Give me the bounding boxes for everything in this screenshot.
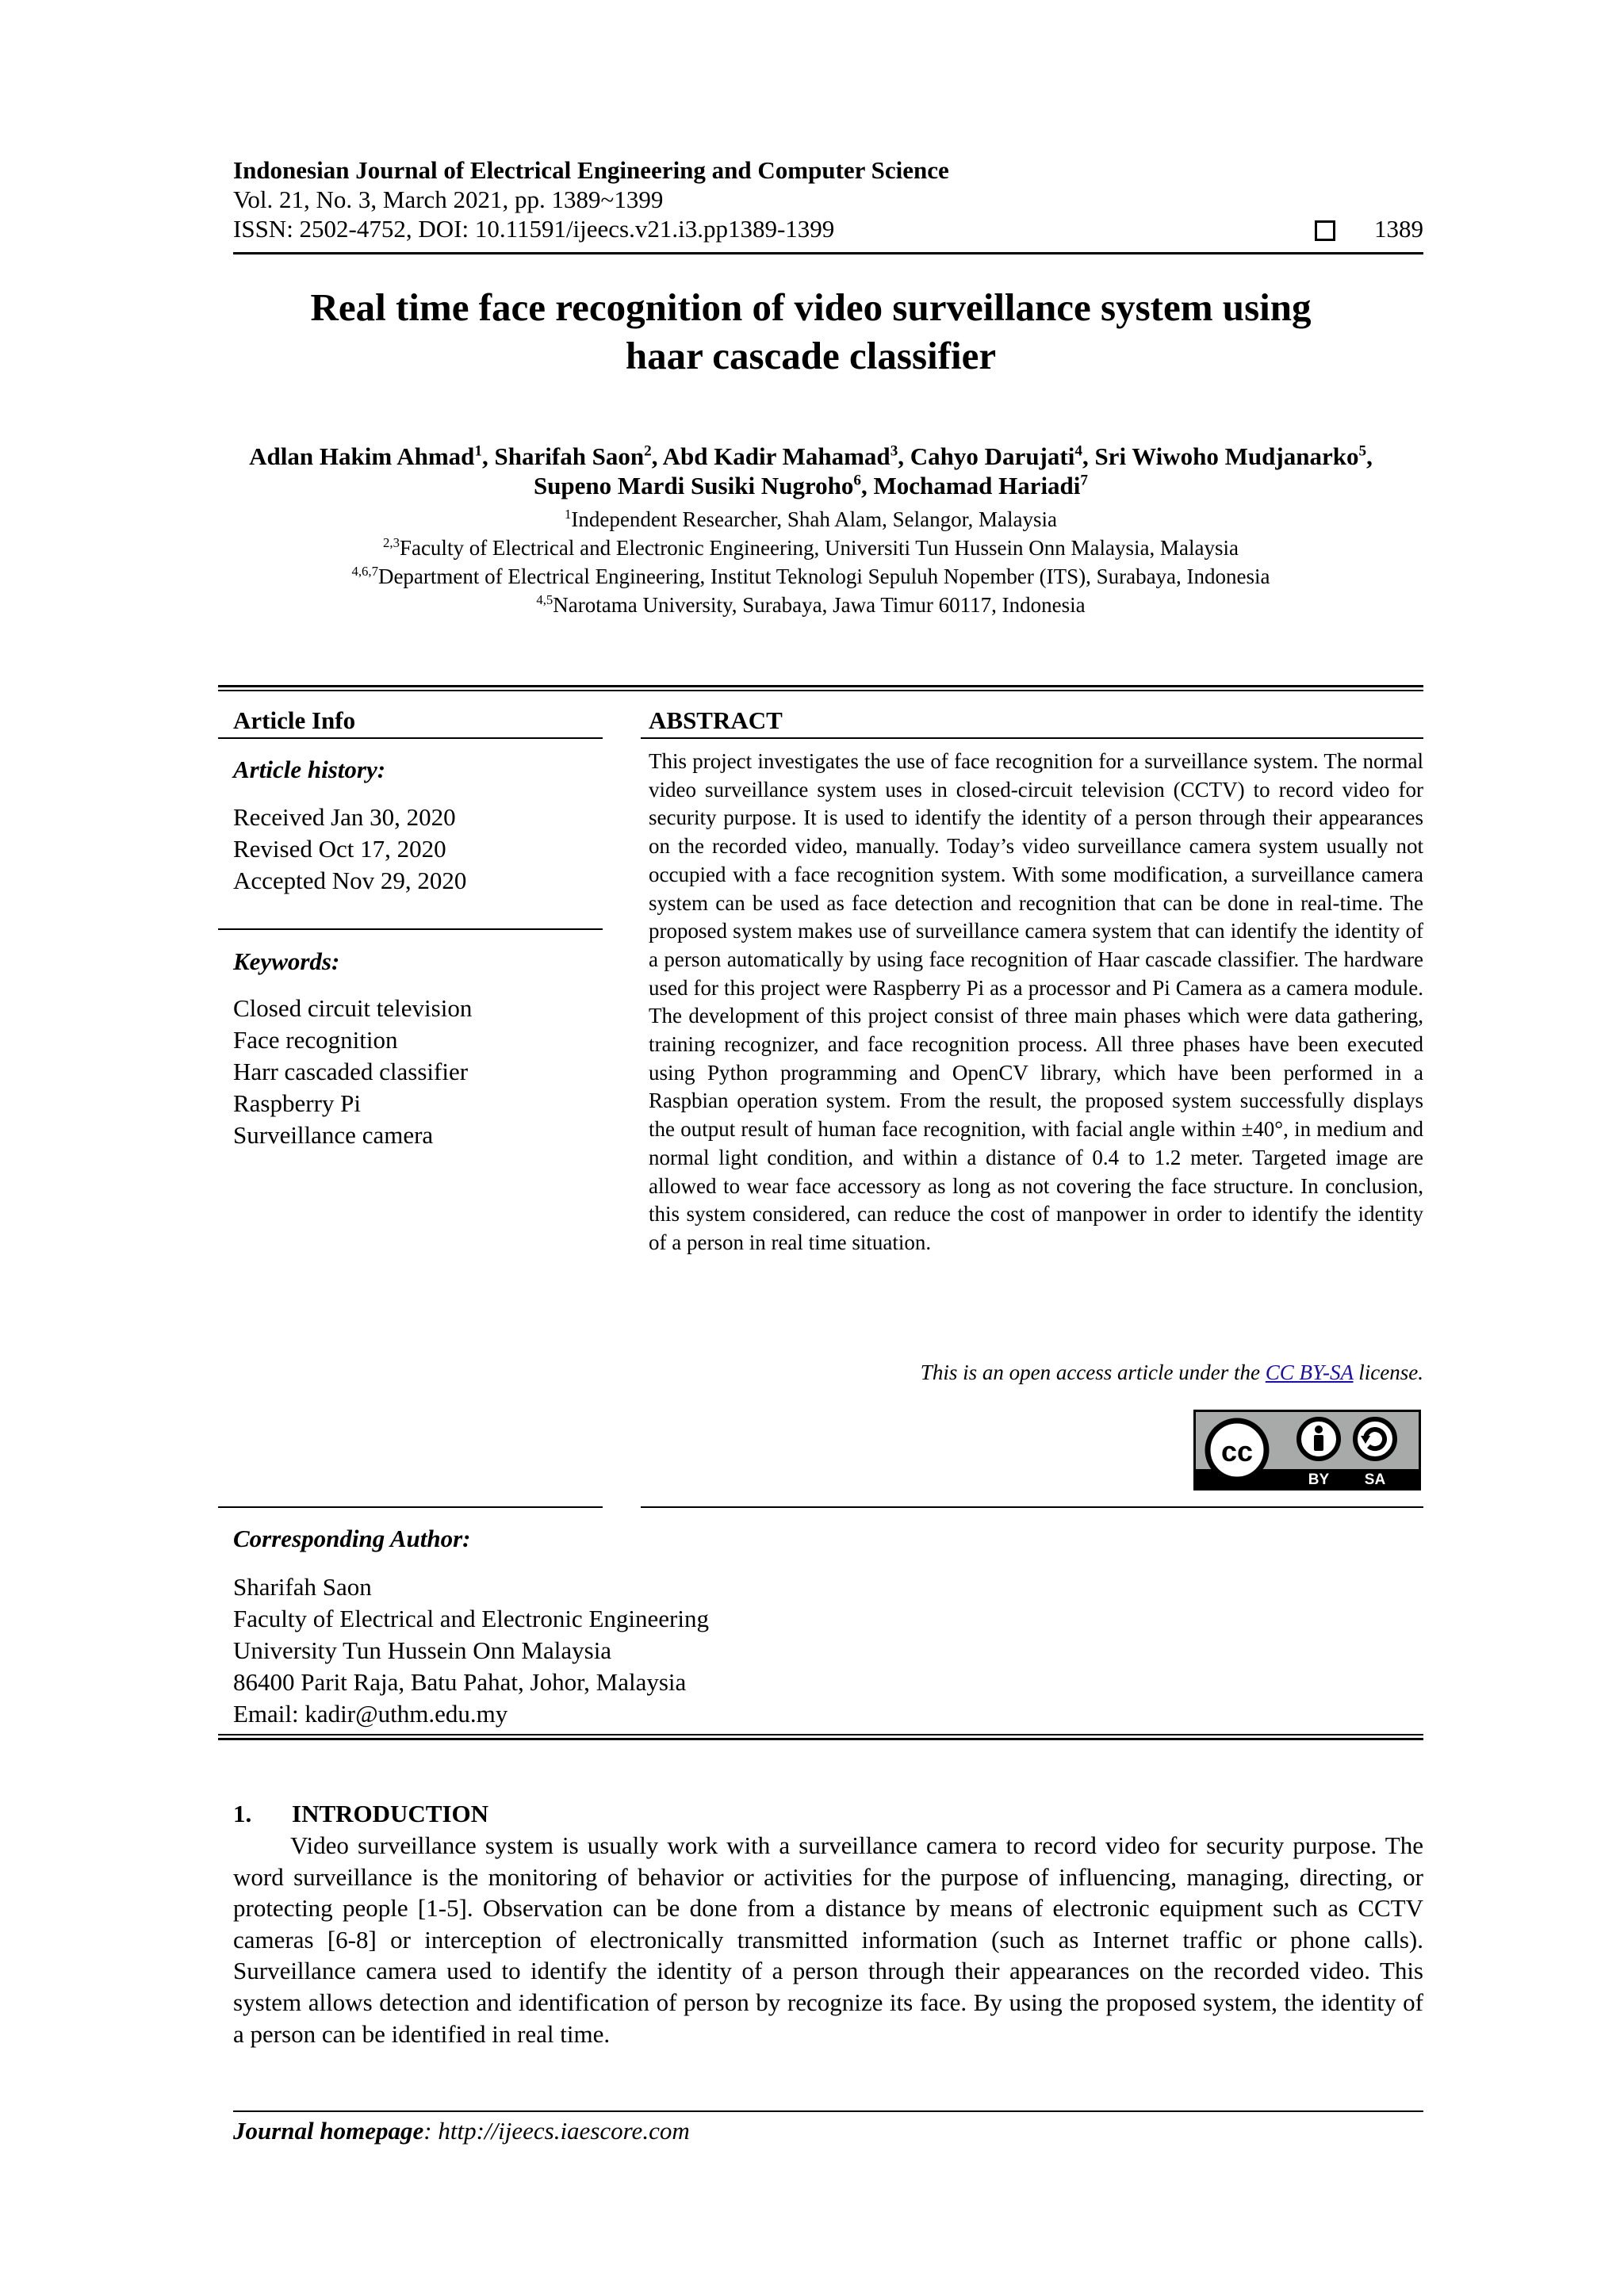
- info-box-top-rule: [218, 685, 1423, 687]
- author: Mochamad Hariadi$^7$: [873, 472, 1089, 499]
- author: Sharifah Saon$^2$,: [494, 442, 663, 470]
- square-bullet-icon: [1315, 220, 1335, 241]
- history-heading: Article history:: [233, 756, 386, 783]
- abstract-rule: [641, 737, 1423, 739]
- cc-badge-graphic: [1196, 1412, 1419, 1488]
- keyword-item: Harr cascaded classifier: [233, 1058, 469, 1085]
- info-box-top-rule-inner: [218, 690, 1423, 691]
- svg-text:cc: cc: [1220, 1435, 1254, 1468]
- affiliation: $^{4,6,7}$Department of Electrical Engineering, Institut Teknologi Sepuluh Nopember (ITS), Surabaya, Indonesia: [351, 564, 1270, 588]
- article-info-bottom-rule: [218, 1506, 603, 1508]
- section-number: 1.: [233, 1800, 252, 1827]
- cc-by-sa-badge[interactable]: [1193, 1410, 1421, 1490]
- badge-sa-label: SA: [1364, 1471, 1386, 1488]
- author-list: [238, 442, 1384, 500]
- page-number: 1389: [1374, 215, 1423, 243]
- author: Abd Kadir Mahamad$^3$,: [662, 442, 910, 470]
- abstract-body: This project investigates the use of face recognition for a surveillance system. The normal video surveillance system uses in closed-circuit television (CCTV) to record video for security purpose. It is used to identify the identity of a person through their appearances on the recorded video, manually. Today’s video surveillance camera system usually not occupied with a face recognition system. With some modification, a surveillance camera system can be used as face detection and recognition that can be done in real-time. The proposed system makes use of surveillance camera system that can identify the identity of a person automatically by using face recognition of Haar cascade classifier. The hardware used for this project were Raspberry Pi as a processor and Pi Camera as a camera module. The development of this project consist of three main phases which were data gathering, training recognizer, and face recognition process. All three phases have been executed using Python programming and OpenCV library, which have been performed in a Raspbian operation system. From the result, the proposed system successfully displays the output result of human face recognition, with facial angle within ±40°, in medium and normal light condition, and within a distance of 0.4 to 1.2 meter. Targeted image are allowed to wear face accessory as long as not covering the face structure. In conclusion, this system considered, can reduce the cost of manpower in order to identify the identity of a person in real time situation.: [649, 749, 1423, 1254]
- cc-by-sa-link[interactable]: CC BY-SA: [1265, 1360, 1354, 1384]
- volume-info: Vol. 21, No. 3, March 2021, pp. 1389~1399: [233, 186, 664, 213]
- homepage-url[interactable]: : http://ijeecs.iaescore.com: [423, 2117, 690, 2145]
- footer-rule: [233, 2110, 1423, 2112]
- journal-homepage: [233, 2117, 690, 2145]
- keyword-item: Face recognition: [233, 1026, 398, 1054]
- keywords-list: [233, 993, 472, 1151]
- corresponding-heading: Corresponding Author:: [233, 1525, 471, 1552]
- keyword-item: Raspberry Pi: [233, 1089, 362, 1117]
- journal-name: Indonesian Journal of Electrical Engineering and Computer Science: [233, 156, 949, 184]
- article-info-rule: [218, 737, 603, 739]
- author: Adlan Hakim Ahmad$^1$,: [249, 442, 495, 470]
- issn-doi: ISSN: 2502-4752, DOI: 10.11591/ijeecs.v21.i3.pp1389-1399: [233, 215, 835, 243]
- corresponding-details: [233, 1571, 709, 1730]
- history-rule: [218, 928, 603, 930]
- abstract-heading: ABSTRACT: [649, 706, 783, 734]
- info-box-bottom-rule-inner: [218, 1738, 1423, 1740]
- affiliation: $^1$Independent Researcher, Shah Alam, Selangor, Malaysia: [564, 507, 1058, 531]
- affiliation: $^{2,3}$Faculty of Electrical and Electronic Engineering, Universiti Tun Hussein Onn Malaysia, Malaysia: [383, 535, 1239, 560]
- introduction-body: Video surveillance system is usually work with a surveillance camera to record video for security purpose. The word surveillance is the monitoring of behavior or activities for the purpose of influencing, managing, directing, or protecting people [1-5]. Observation can be done from a distance by means of electronic equipment such as CCTV cameras [6-8] or interception of electronically transmitted information (such as Internet traffic or phone calls). Surveillance camera used to identify the identity of a person through their appearances on the recorded video. This system allows detection and identification of person by recognize its face. By using the proposed system, the identity of a person can be identified in real time.: [233, 1831, 1423, 2048]
- header-rule: [233, 252, 1423, 254]
- history-item: Revised Oct 17, 2020: [233, 835, 446, 863]
- open-access-notice: This is an open access article under the CC BY-SA license.: [920, 1360, 1423, 1384]
- badge-by-label: BY: [1308, 1471, 1330, 1488]
- abstract-bottom-rule: [641, 1506, 1423, 1508]
- corresponding-line: Faculty of Electrical and Electronic Engineering: [233, 1605, 709, 1632]
- keyword-item: Surveillance camera: [233, 1121, 434, 1149]
- keywords-heading: Keywords:: [233, 947, 340, 975]
- info-box-bottom-rule: [218, 1734, 1423, 1735]
- author: Sri Wiwoho Mudjanarko$^5$,: [1094, 442, 1373, 470]
- corresponding-line: Sharifah Saon: [233, 1573, 372, 1601]
- section-heading-introduction: INTRODUCTION: [292, 1800, 489, 1827]
- corresponding-line: 86400 Parit Raja, Batu Pahat, Johor, Malaysia: [233, 1668, 687, 1696]
- keyword-item: Closed circuit television: [233, 994, 473, 1022]
- homepage-label: Journal homepage: [233, 2117, 424, 2145]
- paper-title-line-2: haar cascade classifier: [625, 334, 997, 377]
- affiliation: $^{4,5}$Narotama University, Surabaya, Jawa Timur 60117, Indonesia: [536, 592, 1086, 617]
- article-info-heading: Article Info: [233, 706, 356, 734]
- share-alike-icon: [1355, 1419, 1395, 1459]
- author: Cahyo Darujati$^4$,: [910, 442, 1095, 470]
- history-item: Received Jan 30, 2020: [233, 803, 456, 831]
- history-item: Accepted Nov 29, 2020: [233, 867, 467, 894]
- paper-title: [198, 283, 1423, 380]
- corresponding-line: Email: kadir@uthm.edu.my: [233, 1700, 508, 1728]
- corresponding-line: University Tun Hussein Onn Malaysia: [233, 1636, 612, 1664]
- history-list: [233, 802, 466, 897]
- paper-title-line-1: Real time face recognition of video surveillance system using: [310, 285, 1312, 329]
- author: Supeno Mardi Susiki Nugroho$^6$,: [533, 472, 874, 499]
